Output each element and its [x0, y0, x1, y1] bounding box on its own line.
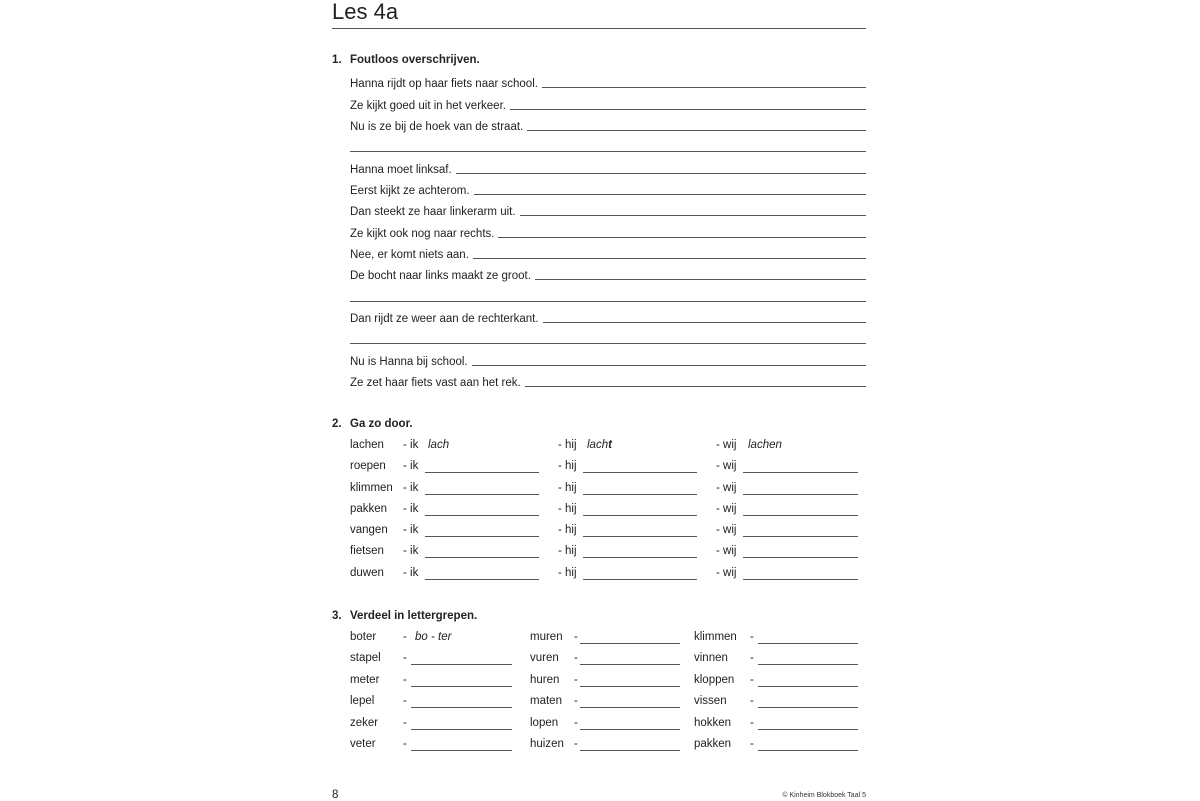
- syllable-word: lopen: [530, 716, 559, 729]
- writing-line[interactable]: [473, 258, 866, 259]
- syllable-word: zeker: [350, 716, 379, 729]
- syllable-word: meter: [350, 673, 380, 686]
- syllable-answer-line[interactable]: [758, 643, 858, 644]
- dash-label: -: [750, 673, 754, 686]
- dash-label: -: [750, 716, 754, 729]
- dash-label: -: [574, 652, 578, 665]
- hij-label: - hij: [558, 502, 577, 515]
- syllable-answer-line[interactable]: [411, 686, 512, 687]
- syllable-answer-line[interactable]: [580, 729, 680, 730]
- syllable-word: hokken: [694, 716, 732, 729]
- copy-sentence: Ze kijkt ook nog naar rechts.: [350, 227, 495, 240]
- copy-row: [350, 283, 866, 304]
- hij-label: - hij: [558, 524, 577, 537]
- hij-label: - hij: [558, 566, 577, 579]
- copy-sentence: Hanna moet linksaf.: [350, 163, 452, 176]
- worksheet-page: [332, 0, 866, 800]
- section-2-title: Ga zo door.: [350, 418, 413, 430]
- writing-line[interactable]: [520, 215, 866, 216]
- syllable-answer-line[interactable]: [580, 686, 680, 687]
- wij-answer-line[interactable]: [743, 472, 858, 473]
- wij-answer-line[interactable]: [743, 494, 858, 495]
- dash-label: -: [574, 716, 578, 729]
- writing-line[interactable]: [510, 109, 866, 110]
- writing-line[interactable]: [350, 343, 866, 344]
- syllable-answer-line[interactable]: [411, 707, 512, 708]
- syllable-word: stapel: [350, 652, 381, 665]
- writing-line[interactable]: [350, 301, 866, 302]
- example-wij-answer: lachen: [748, 439, 782, 451]
- copy-sentence: Dan steekt ze haar linkerarm uit.: [350, 206, 516, 219]
- hij-label: - hij: [558, 439, 577, 451]
- syllable-word: lepel: [350, 695, 375, 708]
- wij-answer-line[interactable]: [743, 557, 858, 558]
- ik-answer-line[interactable]: [425, 472, 539, 473]
- syllable-row: [350, 626, 866, 647]
- verb-label: lachen: [350, 439, 384, 451]
- syllable-word: huizen: [530, 737, 564, 750]
- syllable-word: kloppen: [694, 673, 735, 686]
- dash-label: -: [750, 737, 754, 750]
- ik-answer-line[interactable]: [425, 579, 539, 580]
- copy-row: [350, 134, 866, 155]
- syllable-word: boter: [350, 631, 377, 643]
- copy-row: [350, 70, 866, 91]
- writing-line[interactable]: [498, 237, 866, 238]
- verb-label: pakken: [350, 502, 388, 515]
- wij-label: - wij: [716, 566, 737, 579]
- syllable-answer-line[interactable]: [580, 707, 680, 708]
- syllable-row: [350, 690, 866, 711]
- section-1-number: 1.: [332, 54, 342, 66]
- syllable-word: vinnen: [694, 652, 728, 665]
- copy-row: [350, 369, 866, 390]
- copy-row: [350, 155, 866, 176]
- writing-line[interactable]: [474, 194, 866, 195]
- example-hij-stem: lach: [587, 439, 609, 451]
- section-3-number: 3.: [332, 610, 342, 622]
- copy-sentence: Ze kijkt goed uit in het verkeer.: [350, 99, 506, 112]
- syllable-answer-line[interactable]: [758, 729, 858, 730]
- copyright-note: © Kinheim Blokboek Taal 5: [782, 792, 866, 799]
- ik-label: - ik: [403, 439, 419, 451]
- copy-row: [350, 305, 866, 326]
- verb-label: klimmen: [350, 481, 393, 494]
- hij-answer-line[interactable]: [583, 494, 697, 495]
- page-number: 8: [332, 789, 339, 801]
- example-hij-answer: [587, 439, 612, 451]
- syllable-example: bo - ter: [415, 631, 452, 643]
- syllable-answer-line[interactable]: [580, 643, 680, 644]
- copy-row: [350, 219, 866, 240]
- syllable-word: vissen: [694, 695, 727, 708]
- syllable-word: vuren: [530, 652, 559, 665]
- copy-row: [350, 326, 866, 347]
- verb-label: duwen: [350, 566, 384, 579]
- section-2-heading: [332, 418, 413, 430]
- syllable-answer-line[interactable]: [580, 750, 680, 751]
- ik-answer-line[interactable]: [425, 536, 539, 537]
- writing-line[interactable]: [350, 151, 866, 152]
- wij-label: - wij: [716, 502, 737, 515]
- syllable-word: huren: [530, 673, 560, 686]
- wij-label: - wij: [716, 481, 737, 494]
- example-hij-ending: t: [608, 439, 612, 451]
- syllable-answer-line[interactable]: [411, 664, 512, 665]
- syllable-answer-line[interactable]: [758, 664, 858, 665]
- dash-label: -: [403, 631, 407, 643]
- ik-label: - ik: [403, 481, 419, 494]
- verb-label: roepen: [350, 460, 386, 473]
- conjugation-row: [350, 540, 866, 561]
- hij-label: - hij: [558, 481, 577, 494]
- wij-label: - wij: [716, 524, 737, 537]
- title-divider: [332, 28, 866, 29]
- dash-label: -: [574, 737, 578, 750]
- writing-line[interactable]: [472, 365, 866, 366]
- copy-row: [350, 241, 866, 262]
- copy-row: [350, 262, 866, 283]
- hij-answer-line[interactable]: [583, 557, 697, 558]
- ik-answer-line[interactable]: [425, 515, 539, 516]
- copy-row: [350, 177, 866, 198]
- writing-line[interactable]: [525, 386, 866, 387]
- syllable-answer-line[interactable]: [411, 750, 512, 751]
- hij-answer-line[interactable]: [583, 472, 697, 473]
- dash-label: -: [403, 695, 407, 708]
- syllable-answer-line[interactable]: [758, 707, 858, 708]
- verb-label: vangen: [350, 524, 388, 537]
- writing-line[interactable]: [527, 130, 866, 131]
- copy-sentence: Nu is ze bij de hoek van de straat.: [350, 121, 524, 134]
- writing-line[interactable]: [542, 87, 866, 88]
- wij-label: - wij: [716, 460, 737, 473]
- conjugation-row: [350, 455, 866, 476]
- conjugation-exercise: [350, 434, 866, 583]
- conjugation-row: [350, 519, 866, 540]
- copy-sentence: Hanna rijdt op haar fiets naar school.: [350, 78, 538, 91]
- conjugation-row: [350, 477, 866, 498]
- dash-label: -: [403, 737, 407, 750]
- syllable-answer-line[interactable]: [580, 664, 680, 665]
- ik-label: - ik: [403, 545, 419, 558]
- ik-label: - ik: [403, 502, 419, 515]
- ik-label: - ik: [403, 524, 419, 537]
- wij-label: - wij: [716, 439, 737, 451]
- wij-answer-line[interactable]: [743, 579, 858, 580]
- dash-label: -: [750, 652, 754, 665]
- dash-label: -: [750, 631, 754, 643]
- section-3-title: Verdeel in lettergrepen.: [350, 610, 478, 622]
- hij-answer-line[interactable]: [583, 536, 697, 537]
- wij-answer-line[interactable]: [743, 536, 858, 537]
- dash-label: -: [574, 695, 578, 708]
- writing-line[interactable]: [456, 173, 866, 174]
- syllable-row: [350, 669, 866, 690]
- section-3-heading: [332, 610, 477, 622]
- ik-label: - ik: [403, 566, 419, 579]
- section-1-title: Foutloos overschrijven.: [350, 54, 480, 66]
- syllable-answer-line[interactable]: [758, 750, 858, 751]
- copy-sentence: Ze zet haar fiets vast aan het rek.: [350, 377, 521, 390]
- copy-row: [350, 91, 866, 112]
- copy-sentence: De bocht naar links maakt ze groot.: [350, 270, 531, 283]
- dash-label: -: [403, 716, 407, 729]
- section-2-number: 2.: [332, 418, 342, 430]
- wij-answer-line[interactable]: [743, 515, 858, 516]
- syllable-word: klimmen: [694, 631, 737, 643]
- page-title: Les 4a: [332, 0, 399, 24]
- conjugation-example-row: [350, 434, 866, 455]
- copy-exercise: [350, 70, 866, 390]
- syllable-row: [350, 647, 866, 668]
- syllable-word: pakken: [694, 737, 732, 750]
- hij-label: - hij: [558, 460, 577, 473]
- conjugation-row: [350, 562, 866, 583]
- example-ik-answer: lach: [428, 439, 450, 451]
- writing-line[interactable]: [535, 279, 866, 280]
- hij-answer-line[interactable]: [583, 579, 697, 580]
- writing-line[interactable]: [543, 322, 866, 323]
- dash-label: -: [403, 673, 407, 686]
- syllable-word: muren: [530, 631, 563, 643]
- copy-sentence: Eerst kijkt ze achterom.: [350, 185, 470, 198]
- dash-label: -: [403, 652, 407, 665]
- copy-sentence: Nee, er komt niets aan.: [350, 249, 469, 262]
- copy-sentence: Nu is Hanna bij school.: [350, 355, 468, 368]
- copy-row: [350, 113, 866, 134]
- ik-answer-line[interactable]: [425, 494, 539, 495]
- dash-label: -: [574, 673, 578, 686]
- ik-answer-line[interactable]: [425, 557, 539, 558]
- hij-label: - hij: [558, 545, 577, 558]
- dash-label: -: [574, 631, 578, 643]
- syllable-answer-line[interactable]: [411, 729, 512, 730]
- copy-row: [350, 198, 866, 219]
- syllable-word: veter: [350, 737, 376, 750]
- hij-answer-line[interactable]: [583, 515, 697, 516]
- section-1-heading: [332, 54, 480, 66]
- copy-sentence: Dan rijdt ze weer aan de rechterkant.: [350, 313, 539, 326]
- syllable-word: maten: [530, 695, 562, 708]
- syllable-answer-line[interactable]: [758, 686, 858, 687]
- wij-label: - wij: [716, 545, 737, 558]
- dash-label: -: [750, 695, 754, 708]
- copy-row: [350, 347, 866, 368]
- conjugation-row: [350, 498, 866, 519]
- syllable-exercise: [350, 626, 866, 754]
- syllable-row: [350, 733, 866, 754]
- syllable-row: [350, 712, 866, 733]
- ik-label: - ik: [403, 460, 419, 473]
- verb-label: fietsen: [350, 545, 384, 558]
